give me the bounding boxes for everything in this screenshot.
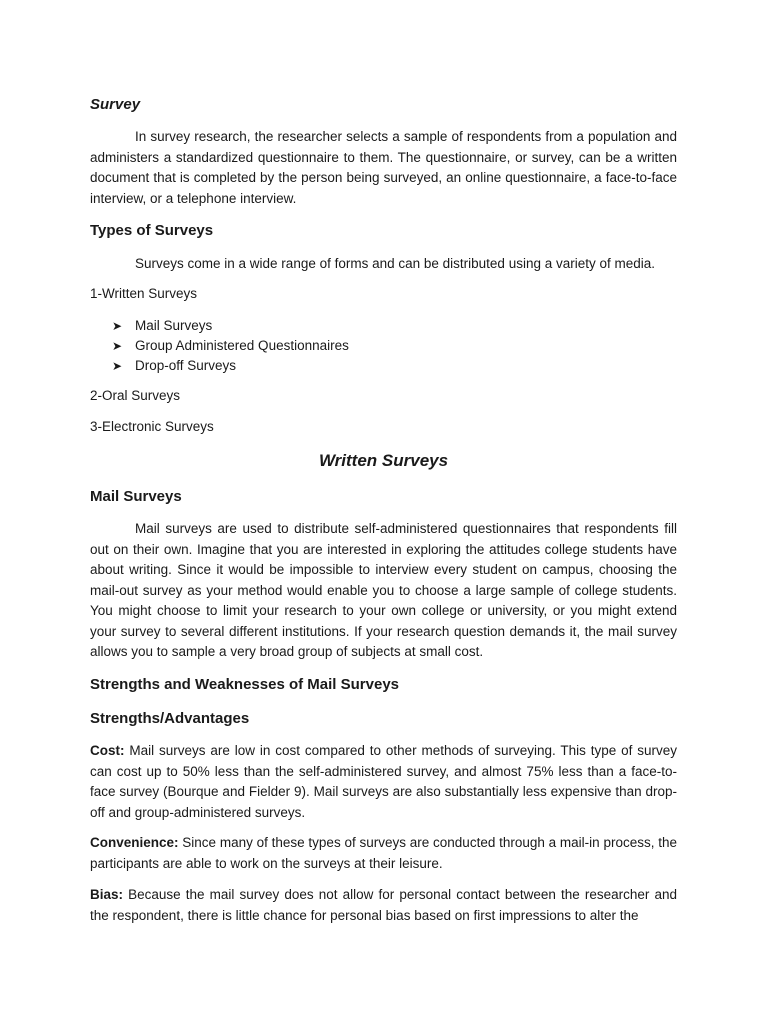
types-heading: Types of Surveys xyxy=(90,222,214,239)
survey-heading: Survey xyxy=(90,96,141,113)
arrow-bullet-icon: ➤ xyxy=(112,359,123,373)
list-item xyxy=(112,336,349,356)
document-page xyxy=(90,0,677,1024)
bias-text: Because the mail survey does not allow for personal contact between the researcher and the respondent, there is little chance for personal bias based on first impressions to alter the xyxy=(90,887,677,923)
oral-surveys-label: 2-Oral Surveys xyxy=(90,388,181,403)
survey-paragraph: In survey research, the researcher selects a sample of respondents from a population and administers a standardized questionnaire to them. The questionnaire, or survey, can be a written document that is completed by the person being surveyed, an online questionnaire, a face-to-face interview, or a telephone interview. xyxy=(90,129,677,206)
cost-term: Cost: xyxy=(90,743,125,758)
bias-term: Bias: xyxy=(90,887,124,902)
list-item-label: Group Administered Questionnaires xyxy=(135,338,349,353)
strengths-heading: Strengths/Advantages xyxy=(90,710,250,727)
convenience-term: Convenience: xyxy=(90,835,179,850)
written-surveys-list xyxy=(112,316,349,376)
arrow-bullet-icon: ➤ xyxy=(112,319,123,333)
strengths-weaknesses-heading: Strengths and Weaknesses of Mail Surveys xyxy=(90,676,400,693)
list-item xyxy=(112,316,349,336)
written-surveys-title: Written Surveys xyxy=(318,451,449,470)
list-item-label: Drop-off Surveys xyxy=(135,358,237,373)
electronic-surveys-label: 3-Electronic Surveys xyxy=(90,419,214,434)
types-paragraph: Surveys come in a wide range of forms and can be distributed using a variety of media. xyxy=(135,256,656,271)
bias-paragraph xyxy=(90,885,677,926)
mail-surveys-paragraph: Mail surveys are used to distribute self-administered questionnaires that respondents fill out on their own. Imagine that you are interested in exploring the attitudes college students have about writing. Since it would be impossible to interview every student on campus, choosing the mail-out survey as your method would enable you to choose a large sample of college students. You might choose to limit your research to your own college or university, or you might extend your survey to several different institutions. If your research question demands it, the mail survey allows you to sample a very broad group of subjects at small cost. xyxy=(90,521,677,659)
cost-text: Mail surveys are low in cost compared to other methods of surveying. This type of survey can cost up to 50% less than the self-administered survey, and almost 75% less than a face-to-face survey (Bourque and Fielder 9). Mail surveys are also substantially less expensive than drop-off and group-administered surveys. xyxy=(90,743,677,820)
list-item xyxy=(112,356,349,376)
arrow-bullet-icon: ➤ xyxy=(112,339,123,353)
convenience-paragraph xyxy=(90,833,677,874)
written-surveys-label: 1-Written Surveys xyxy=(90,286,198,301)
mail-surveys-heading: Mail Surveys xyxy=(90,488,182,505)
convenience-text: Since many of these types of surveys are conducted through a mail-in process, the participants are able to work on the surveys at their leisure. xyxy=(90,835,677,871)
list-item-label: Mail Surveys xyxy=(135,318,213,333)
cost-paragraph xyxy=(90,741,677,823)
